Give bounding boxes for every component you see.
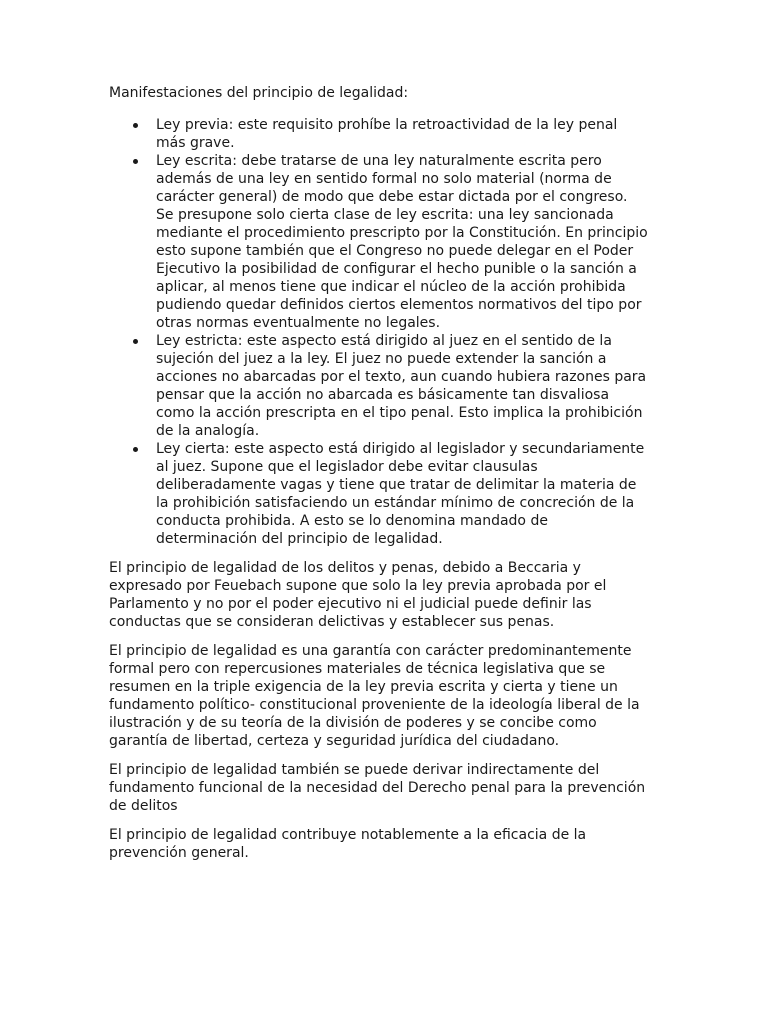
text-line: al juez. Supone que el legislador debe evitar clausulas	[156, 459, 538, 475]
section-heading: Manifestaciones del principio de legalidad:	[109, 85, 409, 101]
bullet-icon	[133, 447, 138, 452]
bullet-item-ley-escrita	[109, 152, 657, 332]
text-line: como la acción prescripta en el tipo penal. Esto implica la prohibición	[156, 405, 643, 421]
text-line: El principio de legalidad es una garantía con carácter predominantemente	[109, 643, 632, 659]
text-line: la prohibición satisfaciendo un estándar mínimo de concreción de la	[156, 495, 635, 511]
paragraph-derivacion	[109, 761, 657, 815]
text-line: El principio de legalidad de los delitos y penas, debido a Beccaria y	[109, 560, 581, 576]
text-line: de delitos	[109, 798, 178, 814]
text-line: resumen en la triple exigencia de la ley previa escrita y cierta y tiene un	[109, 679, 618, 695]
bullet-icon	[133, 159, 138, 164]
text-line: Ley cierta: este aspecto está dirigido al legislador y secundariamente	[156, 441, 645, 457]
text-line: mediante el procedimiento prescripto por la Constitución. En principio	[156, 225, 648, 241]
text-line: más grave.	[156, 135, 235, 151]
text-line: El principio de legalidad contribuye notablemente a la eficacia de la	[109, 827, 587, 843]
bullet-icon	[133, 123, 138, 128]
text-line: sujeción del juez a la ley. El juez no puede extender la sanción a	[156, 351, 607, 367]
paragraph-eficacia	[109, 826, 657, 862]
text-line: Ley estricta: este aspecto está dirigido al juez en el sentido de la	[156, 333, 612, 349]
text-line: pensar que la acción no abarcada es básicamente tan disvaliosa	[156, 387, 610, 403]
bullet-item-ley-estricta	[109, 332, 657, 440]
text-line: conducta prohibida. A esto se lo denomina mandado de	[156, 513, 548, 529]
text-line: prevención general.	[109, 845, 249, 861]
bullet-item-ley-cierta	[109, 440, 657, 548]
text-line: ilustración y de su teoría de la división de poderes y se concibe como	[109, 715, 597, 731]
text-line: de la analogía.	[156, 423, 260, 439]
text-line: aplicar, al menos tiene que indicar el núcleo de la acción prohibida	[156, 279, 626, 295]
text-line: conductas que se consideran delictivas y establecer sus penas.	[109, 614, 555, 630]
bullet-icon	[133, 339, 138, 344]
text-line: Ley escrita: debe tratarse de una ley naturalmente escrita pero	[156, 153, 602, 169]
text-line: fundamento funcional de la necesidad del Derecho penal para la prevención	[109, 780, 646, 796]
text-line: expresado por Feuebach supone que solo la ley previa aprobada por el	[109, 578, 607, 594]
text-line: Ejecutivo la posibilidad de configurar el hecho punible o la sanción a	[156, 261, 637, 277]
text-line: determinación del principio de legalidad.	[156, 531, 443, 547]
text-line: además de una ley en sentido formal no solo material (norma de	[156, 171, 612, 187]
text-line: acciones no abarcadas por el texto, aun cuando hubiera razones para	[156, 369, 647, 385]
text-line: esto supone también que el Congreso no puede delegar en el Poder	[156, 243, 634, 259]
text-line: Ley previa: este requisito prohíbe la retroactividad de la ley penal	[156, 117, 618, 133]
text-line: otras normas eventualmente no legales.	[156, 315, 441, 331]
text-line: fundamento político- constitucional proveniente de la ideología liberal de la	[109, 697, 640, 713]
text-line: deliberadamente vagas y tiene que tratar de delimitar la materia de	[156, 477, 637, 493]
bullet-list	[109, 116, 657, 548]
text-line: Se presupone solo cierta clase de ley escrita: una ley sancionada	[156, 207, 614, 223]
text-line: El principio de legalidad también se puede derivar indirectamente del	[109, 762, 600, 778]
text-line: formal pero con repercusiones materiales de técnica legislativa que se	[109, 661, 606, 677]
text-line: pudiendo quedar definidos ciertos elementos normativos del tipo por	[156, 297, 642, 313]
bullet-item-ley-previa	[109, 116, 657, 152]
document-body	[109, 84, 657, 873]
paragraph-garantia	[109, 642, 657, 750]
text-line: carácter general) de modo que debe estar dictada por el congreso.	[156, 189, 628, 205]
text-line: garantía de libertad, certeza y seguridad jurídica del ciudadano.	[109, 733, 560, 749]
paragraph-beccaria	[109, 559, 657, 631]
text-line: Parlamento y no por el poder ejecutivo ni el judicial puede definir las	[109, 596, 592, 612]
